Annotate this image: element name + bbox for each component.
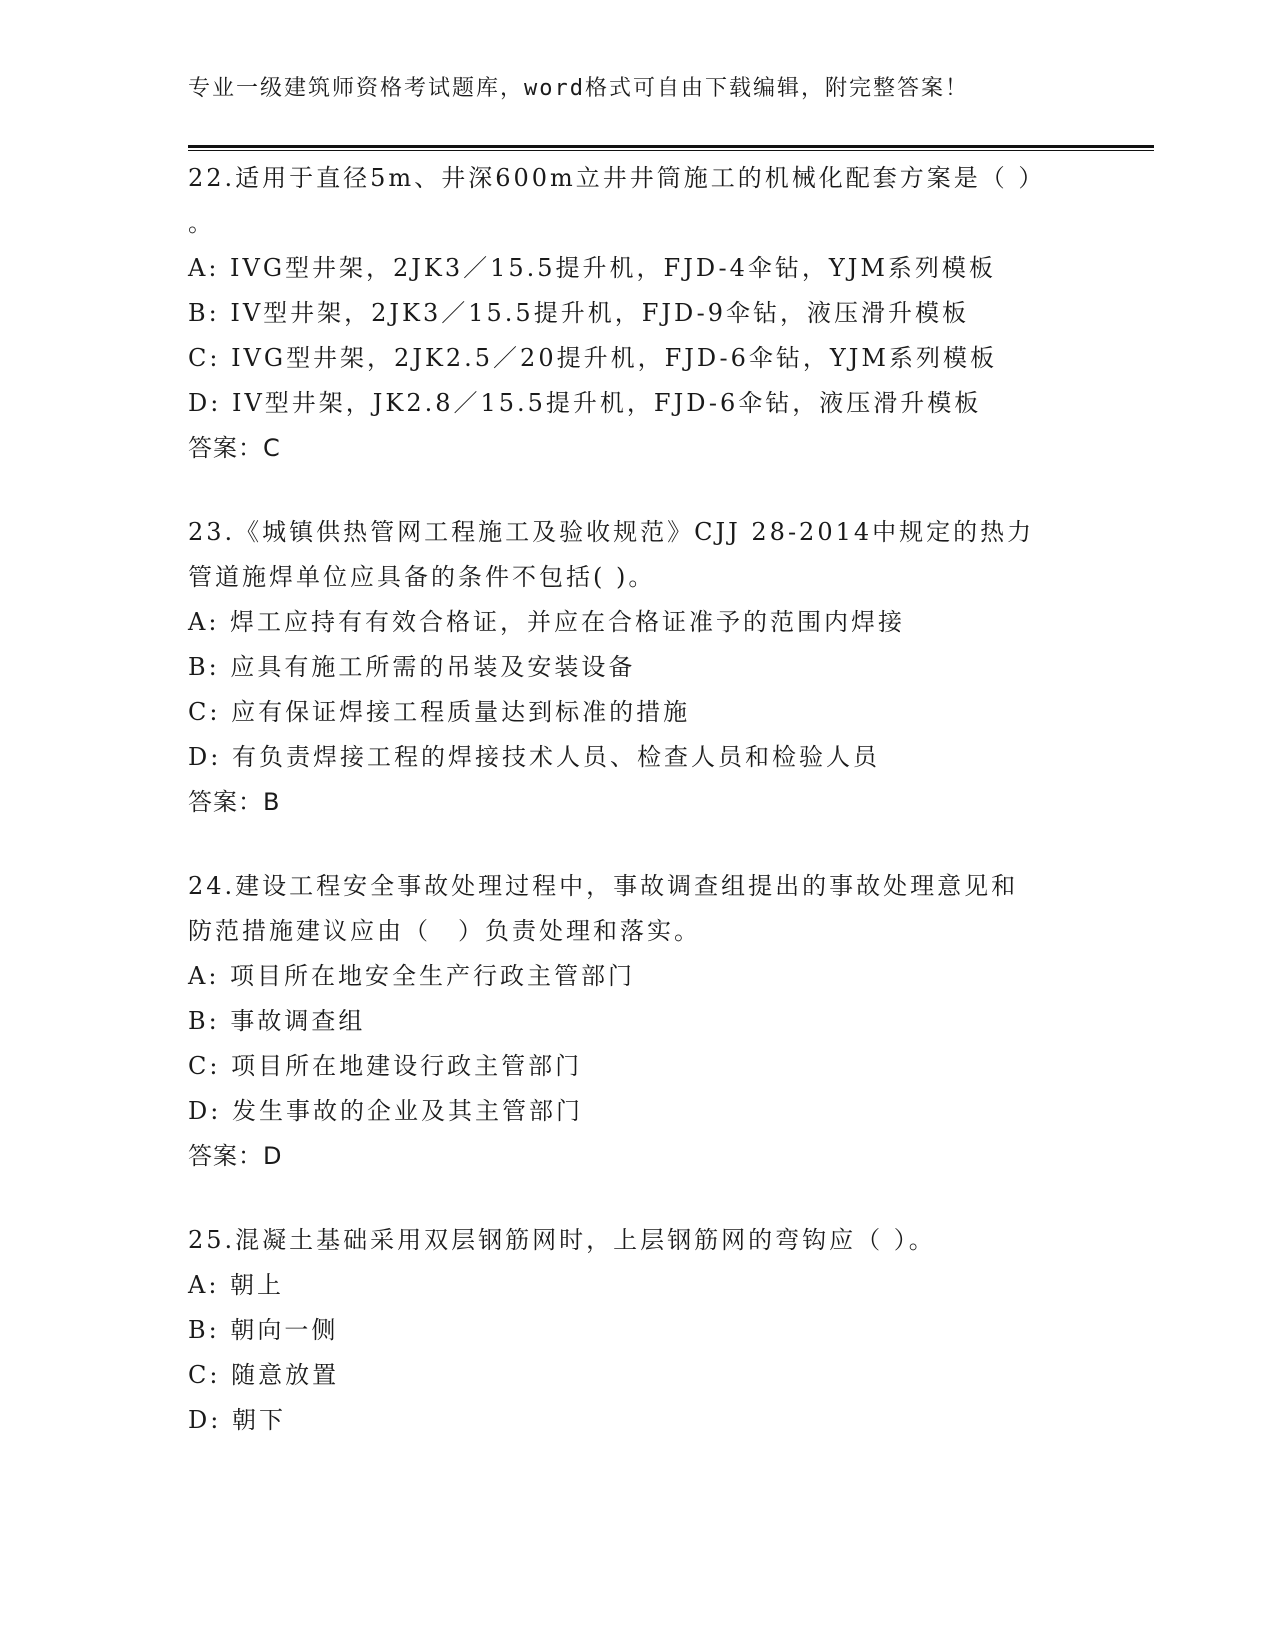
option-c: C: 应有保证焊接工程质量达到标准的措施 [188, 698, 691, 726]
option-b: B: 应具有施工所需的吊装及安装设备 [188, 653, 636, 681]
option-a: A: IVG型井架，2JK3／15.5提升机，FJD-4伞钻，YJM系列模板 [188, 254, 996, 282]
option-c: C: 随意放置 [188, 1361, 340, 1389]
header-rule-thin [188, 150, 1154, 151]
option-c: C: 项目所在地建设行政主管部门 [188, 1052, 583, 1080]
question-25 [188, 1218, 1148, 1443]
question-22 [188, 156, 1148, 471]
option-a: A: 朝上 [188, 1271, 285, 1299]
option-d: D: 朝下 [188, 1406, 286, 1434]
header-rule-thick [188, 145, 1154, 148]
page-header: 专业一级建筑师资格考试题库，word格式可自由下载编辑，附完整答案！ [188, 76, 969, 101]
answer: 答案：B [188, 788, 281, 816]
answer: 答案：C [188, 434, 281, 462]
option-b: B: IV型井架，2JK3／15.5提升机，FJD-9伞钻，液压滑升模板 [188, 299, 970, 327]
option-d: D: 发生事故的企业及其主管部门 [188, 1097, 583, 1125]
question-23 [188, 510, 1148, 825]
option-a: A: 项目所在地安全生产行政主管部门 [188, 962, 636, 990]
option-b: B: 朝向一侧 [188, 1316, 339, 1344]
option-b: B: 事故调查组 [188, 1007, 366, 1035]
option-d: D: IV型井架，JK2.8／15.5提升机，FJD-6伞钻，液压滑升模板 [188, 389, 982, 417]
option-d: D: 有负责焊接工程的焊接技术人员、检查人员和检验人员 [188, 743, 880, 771]
question-stem: 25.混凝土基础采用双层钢筋网时，上层钢筋网的弯钩应（ ）。 [188, 1226, 936, 1254]
question-stem: 22.适用于直径5m、井深600m立井井筒施工的机械化配套方案是（ ） 。 [188, 164, 1046, 237]
question-list [188, 156, 1148, 1482]
question-stem: 23.《城镇供热管网工程施工及验收规范》CJJ 28-2014中规定的热力 管道施焊单位应具备的条件不包括( )。 [188, 518, 1035, 591]
option-c: C: IVG型井架，2JK2.5／20提升机，FJD-6伞钻，YJM系列模板 [188, 344, 997, 372]
answer: 答案：D [188, 1142, 283, 1170]
question-stem: 24.建设工程安全事故处理过程中，事故调查组提出的事故处理意见和 防范措施建议应由（ ）负责处理和落实。 [188, 872, 1019, 945]
question-24 [188, 864, 1148, 1179]
option-a: A: 焊工应持有有效合格证，并应在合格证准予的范围内焊接 [188, 608, 906, 636]
